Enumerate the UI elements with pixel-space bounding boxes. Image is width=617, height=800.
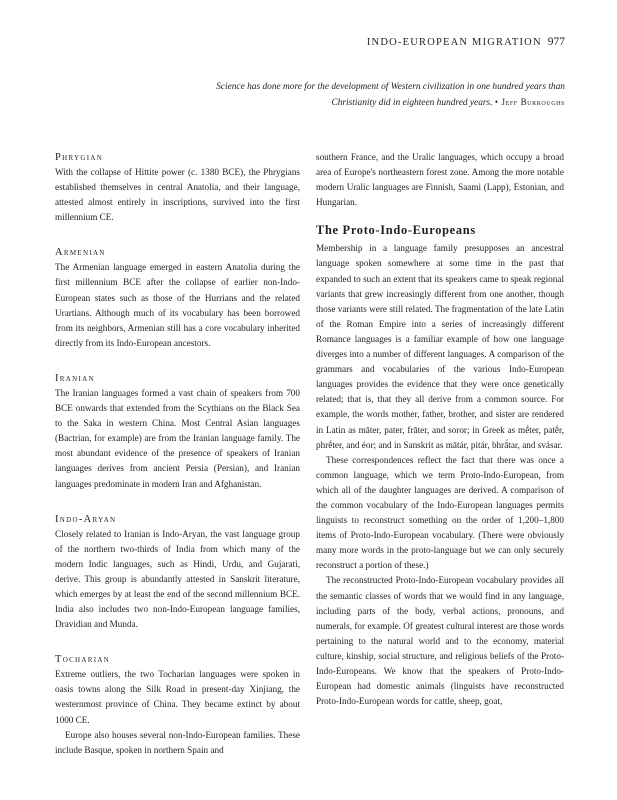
running-header — [367, 36, 565, 48]
section-heading-tocharian: Tocharian — [55, 654, 111, 666]
armenian-text: The Armenian language emerged in eastern Anatolia during the first millennium BCE after the collapse of earlier non-Indo-European states such as those of the Hurrians and the related Urartians. Although much of its vocabulary has been borrowed from its neighbors, Armenian still has a core vocabulary inherited directly from its Indo-European ancestors. — [55, 262, 300, 348]
section-title: The Proto-Indo-Europeans — [316, 223, 476, 238]
left-column — [55, 150, 300, 758]
tocharian-text: Extreme outliers, the two Tocharian languages were spoken in oasis towns along the Silk Road in present-day Xinjiang, the westernmost province of China. They became extinct by about 1000 CE. — [55, 669, 300, 725]
paragraph-3: The reconstructed Proto-Indo-European vocabulary provides all the semantic classes of words that we would find in any language, including parts of the body, verbal actions, pronouns, and numerals, for example. Of greatest cultural interest are those words pertaining to the natural world and to the economy, material culture, kinship, social structure, and religious beliefs of the Proto-Indo-Europeans. We know that the speakers of Proto-Indo-European had domestic animals (linguists have reconstructed Proto-Indo-European words for cattle, sheep, goat, — [316, 575, 564, 707]
epigraph-quote: Science has done more for the development of Western civilization in one hundred years than Christianity did in eighteen hundred years. — [216, 82, 565, 108]
epigraph-author: • Jeff Burroughs — [494, 97, 565, 107]
right-column — [316, 150, 564, 709]
running-title: INDO-EUROPEAN MIGRATION — [366, 37, 542, 48]
section-heading-armenian: Armenian — [55, 247, 106, 259]
iranian-text: The Iranian languages formed a vast chain of speakers from 700 BCE onwards that extended from the Scythians on the Black Sea to the Saka in western China. Most Central Asian languages (Bactrian, for example) are from the Iranian language family. The most abundant evidence of the presence of speakers of Iranian languages derives from ancient Persia (Persian), and Iranian languages predominate in modern Iran and Afghanistan. — [55, 387, 300, 489]
section-heading-iranian: Iranian — [55, 372, 95, 384]
indo-aryan-text: Closely related to Iranian is Indo-Aryan, the vast language group of the northern two-thirds of India from which many of the modern Indic languages, such as Hindi, Urdu, and Gujarati, derive. This group is abundantly attested in Sanskrit literature, which emerges by at least the end of the second millennium BCE. India also includes two non-Indo-European language families, Dravidian and Munda. — [55, 528, 300, 630]
paragraph-1: Membership in a language family presupposes an ancestral language spoken somewhere at some time in the past that expanded to such an extent that its speakers came to speak regional variants that grew increasingly different from one another, though those variants were still related. The fragmentation of the late Latin of the Roman Empire into a series of increasingly different Romance languages is a familiar example of how one language diverges into a number of different languages. A comparison of the grammars and vocabularies of the various Indo-European languages provides the evidence that they were once genetically related; that is, that they all derive from a common source. For example, the words mother, father, brother, and sister are rendered in Latin as māter, pater, frāter, and soror; in Greek as mḗter, patḗr, phrḗter, and éor; and in Sanskrit as mātár, pitár, bhrā́tar, and svásar. — [316, 243, 564, 450]
paragraph-2: These correspondences reflect the fact that there was once a common language, which we term Proto-Indo-European, from which all of the daughter languages are derived. A comparison of the common vocabulary of the Indo-European languages permits linguists to reconstruct something on the order of 1,200–1,800 items of Proto-Indo-European vocabulary. (There were obviously many more words in the proto-language but we can only securely reconstruct a portion of these.) — [316, 454, 564, 571]
europe-paragraph: Europe also houses several non-Indo-European families. These include Basque, spoken in northern Spain and — [55, 729, 300, 755]
uralic-continuation: southern France, and the Uralic languages, which occupy a broad area of Europe's northeastern forest zone. Among the more notable modern Uralic languages are Finnish, Saami (Lapp), Estonian, and Hungarian. — [316, 152, 564, 208]
page-number: 977 — [547, 36, 565, 48]
phrygian-text: With the collapse of Hittite power (c. 1380 BCE), the Phrygians established themselves in central Anatolia, and their language, attested almost entirely in inscriptions, survived into the first millennium CE. — [55, 167, 300, 223]
section-heading-indo-aryan: Indo-Aryan — [55, 513, 117, 525]
epigraph — [185, 80, 565, 111]
section-heading-phrygian: Phrygian — [55, 152, 104, 163]
